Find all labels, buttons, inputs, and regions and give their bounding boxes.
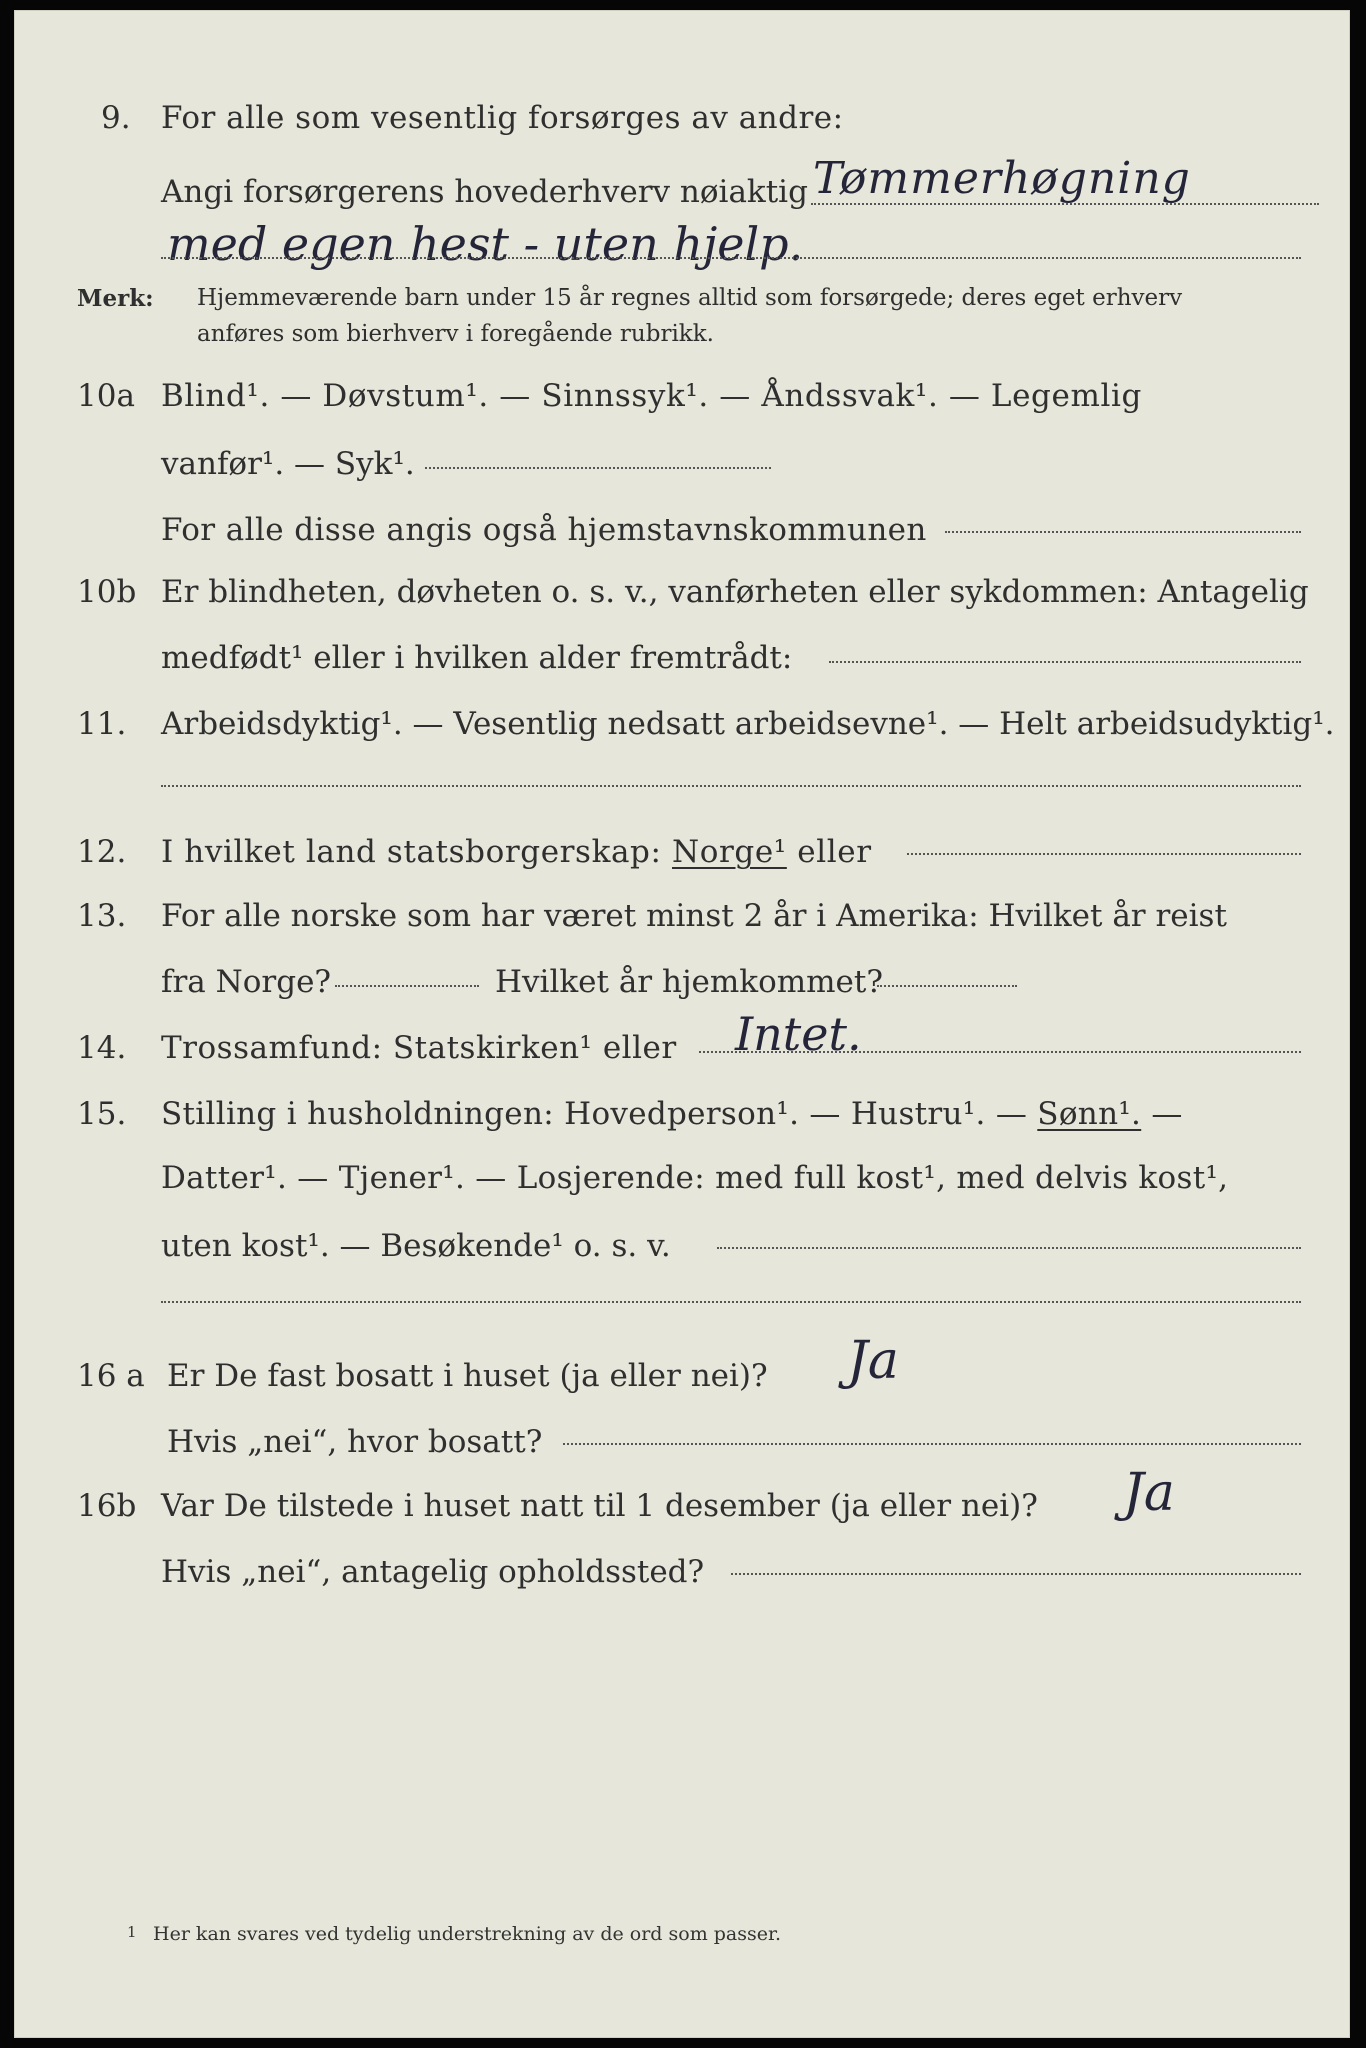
- q15-fill-extra: [161, 1301, 1301, 1303]
- q15-fill-line3: [717, 1247, 1301, 1249]
- q16b-answer: Ja: [1123, 1463, 1175, 1523]
- q10a-line2: vanfør¹. — Syk¹.: [161, 446, 415, 482]
- q13-line2b: Hvilket år hjemkommet?: [495, 964, 883, 1000]
- q16a-line2: Hvis „nei“, hvor bosatt?: [167, 1424, 543, 1460]
- q12-prefix: I hvilket land statsborgerskap:: [161, 834, 662, 870]
- q16b-line1: Var De tilstede i huset natt til 1 desember (ja eller nei)?: [161, 1488, 1038, 1524]
- q13-number: 13.: [77, 898, 127, 934]
- q11-number: 11.: [77, 706, 127, 742]
- q16b-fill-opholdssted: [731, 1573, 1301, 1575]
- q15-line3: uten kost¹. — Besøkende¹ o. s. v.: [161, 1228, 671, 1264]
- q15-line1: [161, 1096, 1183, 1132]
- q16a-answer: Ja: [847, 1331, 899, 1391]
- q9-answer-detail: med egen hest - uten hjelp.: [167, 217, 804, 271]
- q10b-fill-alder: [829, 661, 1301, 663]
- census-form-page: [14, 10, 1350, 2038]
- q12-number: 12.: [77, 834, 127, 870]
- q10a-line3: For alle disse angis også hjemstavnskommunen: [161, 512, 927, 548]
- q9-line1: For alle som vesentlig forsørges av andre:: [161, 100, 844, 136]
- q12-norge-underlined: Norge¹: [672, 834, 787, 870]
- q10b-number: 10b: [77, 574, 137, 610]
- q14-line1: Trossamfund: Statskirken¹ eller: [161, 1030, 677, 1066]
- q13-line1: For alle norske som har været minst 2 år i Amerika: Hvilket år reist: [161, 898, 1227, 934]
- q11-fill: [161, 785, 1301, 787]
- q16b-line2: Hvis „nei“, antagelig opholdssted?: [161, 1554, 705, 1590]
- q10a-fill-kommune: [945, 531, 1301, 533]
- q9-fill-line2: [161, 257, 1301, 259]
- q15-sonn-underlined: Sønn¹.: [1037, 1096, 1142, 1132]
- q12-suffix: eller: [797, 834, 872, 870]
- merk-label: Merk:: [77, 285, 154, 312]
- q16b-number: 16b: [77, 1488, 137, 1524]
- merk-line2: anføres som bierhverv i foregående rubrikk.: [197, 321, 714, 347]
- q13-line2a: fra Norge?: [161, 964, 332, 1000]
- footnote-mark: 1: [127, 1923, 137, 1941]
- q15-line1b: —: [1151, 1096, 1183, 1132]
- q15-number: 15.: [77, 1096, 127, 1132]
- q10a-fill-syk: [425, 467, 771, 469]
- q16a-number: 16 a: [77, 1358, 145, 1394]
- q10b-line2: medfødt¹ eller i hvilken alder fremtrådt:: [161, 640, 793, 676]
- q12-line1: [161, 834, 872, 870]
- q10b-line1: Er blindheten, døvheten o. s. v., vanførheten eller sykdommen: Antagelig: [161, 574, 1309, 610]
- q9-number: 9.: [101, 100, 131, 136]
- q13-fill-reist: [335, 985, 479, 987]
- q11-line1: Arbeidsdyktig¹. — Vesentlig nedsatt arbeidsevne¹. — Helt arbeidsudyktig¹.: [161, 706, 1335, 742]
- q9-answer-occupation: Tømmerhøgning: [813, 153, 1191, 204]
- q10a-number: 10a: [77, 378, 135, 414]
- q13-fill-hjemkommet: [877, 985, 1017, 987]
- q16a-fill-bosatt: [563, 1443, 1301, 1445]
- q14-number: 14.: [77, 1030, 127, 1066]
- q15-line2: Datter¹. — Tjener¹. — Losjerende: med full kost¹, med delvis kost¹,: [161, 1160, 1229, 1196]
- q9-line2: Angi forsørgerens hovederhverv nøiaktig: [161, 174, 808, 210]
- q10a-line1: Blind¹. — Døvstum¹. — Sinnssyk¹. — Åndssvak¹. — Legemlig: [161, 378, 1142, 414]
- q14-fill: [699, 1051, 1301, 1053]
- q14-answer: Intet.: [735, 1007, 862, 1061]
- q12-fill: [907, 853, 1301, 855]
- q15-line1a: Stilling i husholdningen: Hovedperson¹. — Hustru¹. —: [161, 1096, 1028, 1132]
- footnote-text: Her kan svares ved tydelig understrekning av de ord som passer.: [153, 1923, 782, 1945]
- q9-fill-line1: [811, 203, 1319, 205]
- merk-line1: Hjemmeværende barn under 15 år regnes alltid som forsørgede; deres eget erhverv: [197, 285, 1183, 311]
- q16a-line1: Er De fast bosatt i huset (ja eller nei)?: [167, 1358, 768, 1394]
